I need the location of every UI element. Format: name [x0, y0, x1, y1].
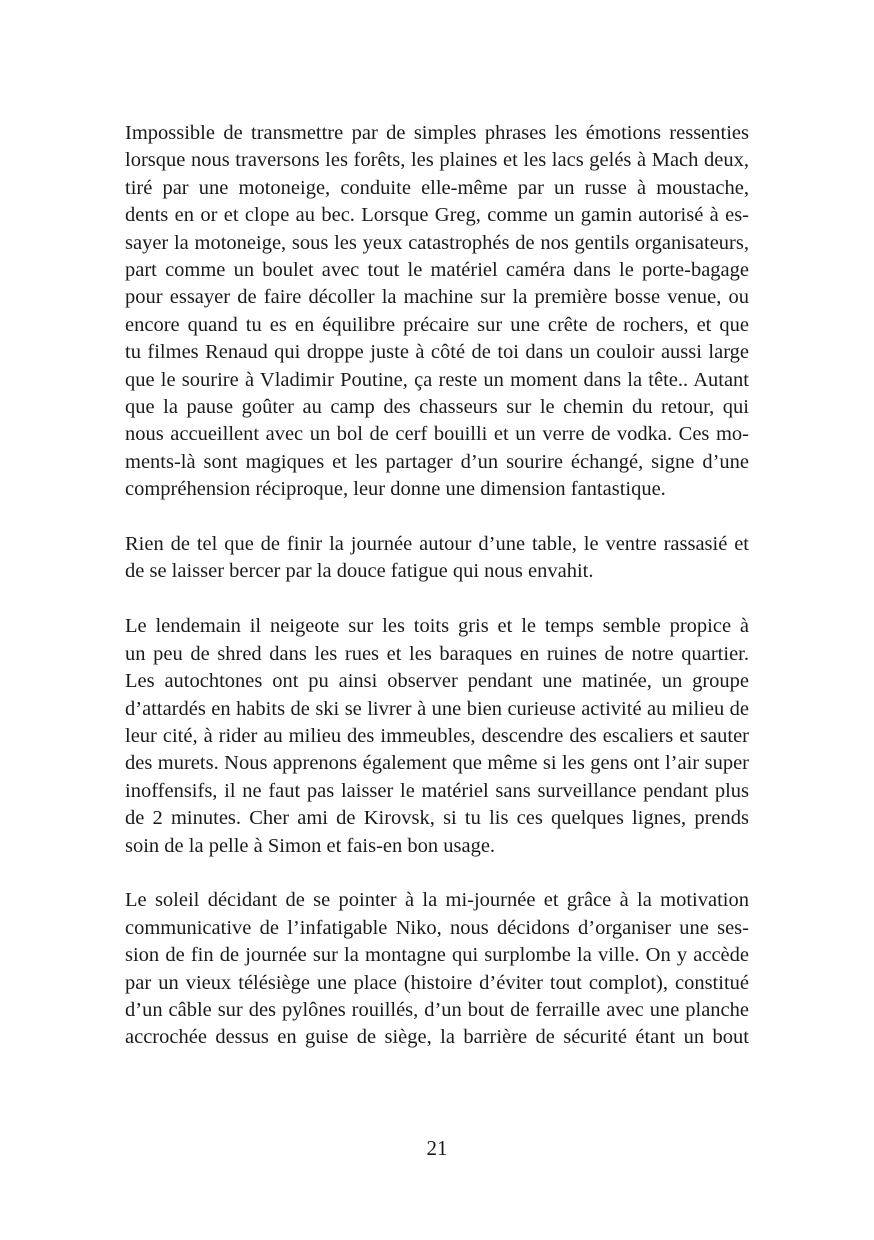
text-line: leur cité, à rider au milieu des immeubles, descendre des escaliers et sauter — [125, 724, 749, 747]
text-line: encore quand tu es en équilibre précaire sur une crête de rochers, et que — [125, 313, 749, 336]
text-line: sion de fin de journée sur la montagne qui surplombe la ville. On y accède — [125, 944, 749, 967]
text-line: que le sourire à Vladimir Poutine, ça reste un moment dans la tête.. Autant — [125, 368, 749, 391]
text-line: tu filmes Renaud qui droppe juste à côté de toi dans un couloir aussi large — [125, 341, 749, 364]
text-line: inoffensifs, il ne faut pas laisser le matériel sans surveillance pendant plus — [125, 779, 749, 802]
text-line: nous accueillent avec un bol de cerf bouilli et un verre de vodka. Ces mo- — [125, 423, 749, 446]
text-line: ments-là sont magiques et les partager d’un sourire échangé, signe d’une — [125, 450, 749, 473]
text-line: part comme un boulet avec tout le matériel caméra dans le porte-bagage — [125, 259, 749, 282]
paragraph — [125, 531, 749, 586]
text-line: Le soleil décidant de se pointer à la mi-journée et grâce à la motivation — [125, 889, 749, 912]
text-line: Le lendemain il neigeote sur les toits gris et le temps semble propice à — [125, 615, 749, 638]
paragraph — [125, 613, 749, 860]
text-line: lorsque nous traversons les forêts, les plaines et les lacs gelés à Mach deux, — [125, 149, 749, 172]
text-line: des murets. Nous apprenons également que même si les gens ont l’air super — [125, 752, 749, 775]
text-line: Les autochtones ont pu ainsi observer pendant une matinée, un groupe — [125, 670, 749, 693]
text-line: de 2 minutes. Cher ami de Kirovsk, si tu lis ces quelques lignes, prends — [125, 807, 749, 830]
text-line: de se laisser bercer par la douce fatigue qui nous envahit. — [125, 560, 594, 583]
text-line: sayer la motoneige, sous les yeux catastrophés de nos gentils organisateurs, — [125, 231, 749, 254]
text-line: par un vieux télésiège une place (histoire d’éviter tout complot), constitué — [125, 971, 749, 994]
body-text — [125, 120, 749, 1079]
page-number: 21 — [426, 1136, 448, 1160]
text-line: dents en or et clope au bec. Lorsque Greg, comme un gamin autorisé à es- — [125, 204, 749, 227]
text-line: accrochée dessus en guise de siège, la barrière de sécurité étant un bout — [125, 1026, 749, 1049]
text-line: que la pause goûter au camp des chasseurs sur le chemin du retour, qui — [125, 396, 749, 419]
text-line: un peu de shred dans les rues et les baraques en ruines de notre quartier. — [125, 642, 749, 665]
text-line: d’attardés en habits de ski se livrer à une bien curieuse activité au milieu de — [125, 697, 749, 720]
text-line: tiré par une motoneige, conduite elle-même par un russe à moustache, — [125, 176, 749, 199]
text-line: communicative de l’infatigable Niko, nous décidons d’organiser une ses- — [125, 916, 749, 939]
text-line: Rien de tel que de finir la journée autour d’une table, le ventre rassasié et — [125, 533, 749, 556]
text-line: Impossible de transmettre par de simples phrases les émotions ressenties — [125, 122, 749, 144]
paragraph — [125, 120, 749, 504]
text-line: d’un câble sur des pylônes rouillés, d’un bout de ferraille avec une planche — [125, 998, 749, 1021]
text-line: soin de la pelle à Simon et fais-en bon usage. — [125, 834, 496, 857]
text-line: pour essayer de faire décoller la machine sur la première bosse venue, ou — [125, 286, 749, 309]
paragraph — [125, 887, 749, 1051]
text-line: compréhension réciproque, leur donne une dimension fantastique. — [125, 478, 666, 501]
